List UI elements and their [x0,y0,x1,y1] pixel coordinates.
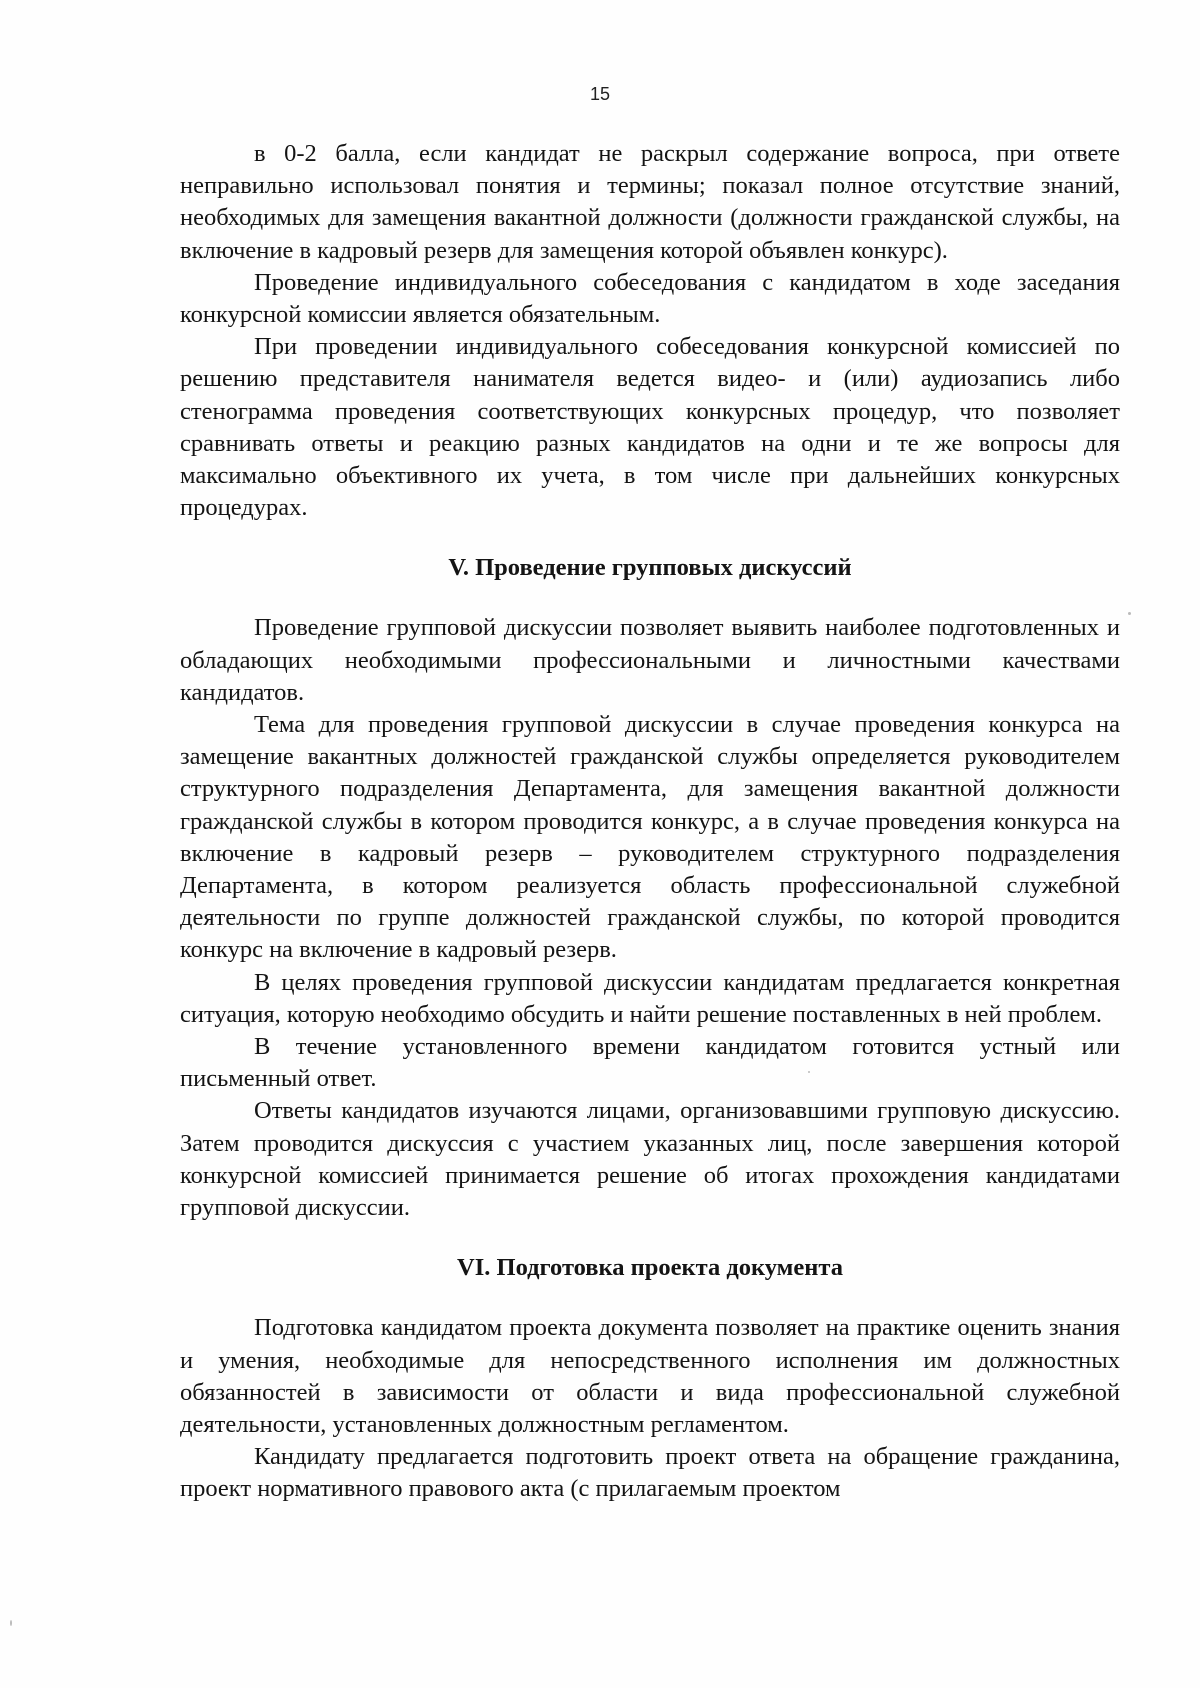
scan-speck [808,1071,810,1073]
paragraph-discussion-situation: В целях проведения групповой дискуссии кандидатам предлагается конкретная ситуация, которую необходимо обсудить и найти решение поставленных в ней проблем. [180,968,1120,1028]
paragraph-document-draft-purpose: Подготовка кандидатом проекта документа позволяет на практике оценить знания и умения, необходимые для непосредственного исполнения им должностных обязанностей в зависимости от области и вида профессиональной служебной деятельности, установленных должностным регламентом. [180,1314,1120,1438]
page-number: 15 [589,84,611,104]
section-v-heading: V. Проведение групповых дискуссий [448,554,852,582]
section-v [180,552,1120,1224]
scan-speck [1128,612,1131,615]
paragraph-interview-recording: При проведении индивидуального собеседования конкурсной комиссией по решению представителя нанимателя ведется видео- и (или) аудиозапись либо стенограмма проведения соответствующих конкурсных процедур, что позволяет сравнивать ответы и реакцию разных кандидатов на одни и те же вопросы для максимально объективного их учета, в том числе при дальнейших конкурсных процедурах. [180,333,1120,522]
paragraph-discussion-topic: Тема для проведения групповой дискуссии в случае проведения конкурса на замещение вакантных должностей гражданской службы определяется руководителем структурного подразделения Департамента, для замещения вакантной должности гражданской службы в котором проводится конкурс, а в случае проведения конкурса на включение в кадровый резерв – руководителем структурного подразделения Департамента, в котором реализуется область профессиональной служебной деятельности по группе должностей гражданской службы, по которой проводится конкурс на включение в кадровый резерв. [180,711,1120,964]
paragraph-interview-mandatory: Проведение индивидуального собеседования с кандидатом в ходе заседания конкурсной комиссии является обязательным. [180,268,1120,329]
scan-speck [10,1620,12,1626]
intro-block [180,138,1120,524]
document-body [180,138,1120,1506]
paragraph-discussion-answer: В течение установленного времени кандидатом готовится устный или письменный ответ. [180,1033,1120,1093]
paragraph-group-discussion-purpose: Проведение групповой дискуссии позволяет выявить наиболее подготовленных и обладающих необходимыми профессиональными и личностными качествами кандидатов. [180,614,1120,706]
paragraph-score-criteria: в 0-2 балла, если кандидат не раскрыл содержание вопроса, при ответе неправильно использовал понятия и термины; показал полное отсутствие знаний, необходимых для замещения вакантной должности (должности гражданской службы, на включение в кадровый резерв для замещения которой объявлен конкурс). [180,140,1120,264]
section-vi-heading: VI. Подготовка проекта документа [457,1254,843,1282]
paragraph-document-draft-task: Кандидату предлагается подготовить проект ответа на обращение гражданина, проект нормативного правового акта (с прилагаемым проектом [180,1443,1120,1503]
section-vi [180,1252,1120,1505]
paragraph-discussion-evaluation: Ответы кандидатов изучаются лицами, организовавшими групповую дискуссию. Затем проводится дискуссия с участием указанных лиц, после завершения которой конкурсной комиссией принимается решение об итогах прохождения кандидатами групповой дискуссии. [180,1097,1120,1222]
